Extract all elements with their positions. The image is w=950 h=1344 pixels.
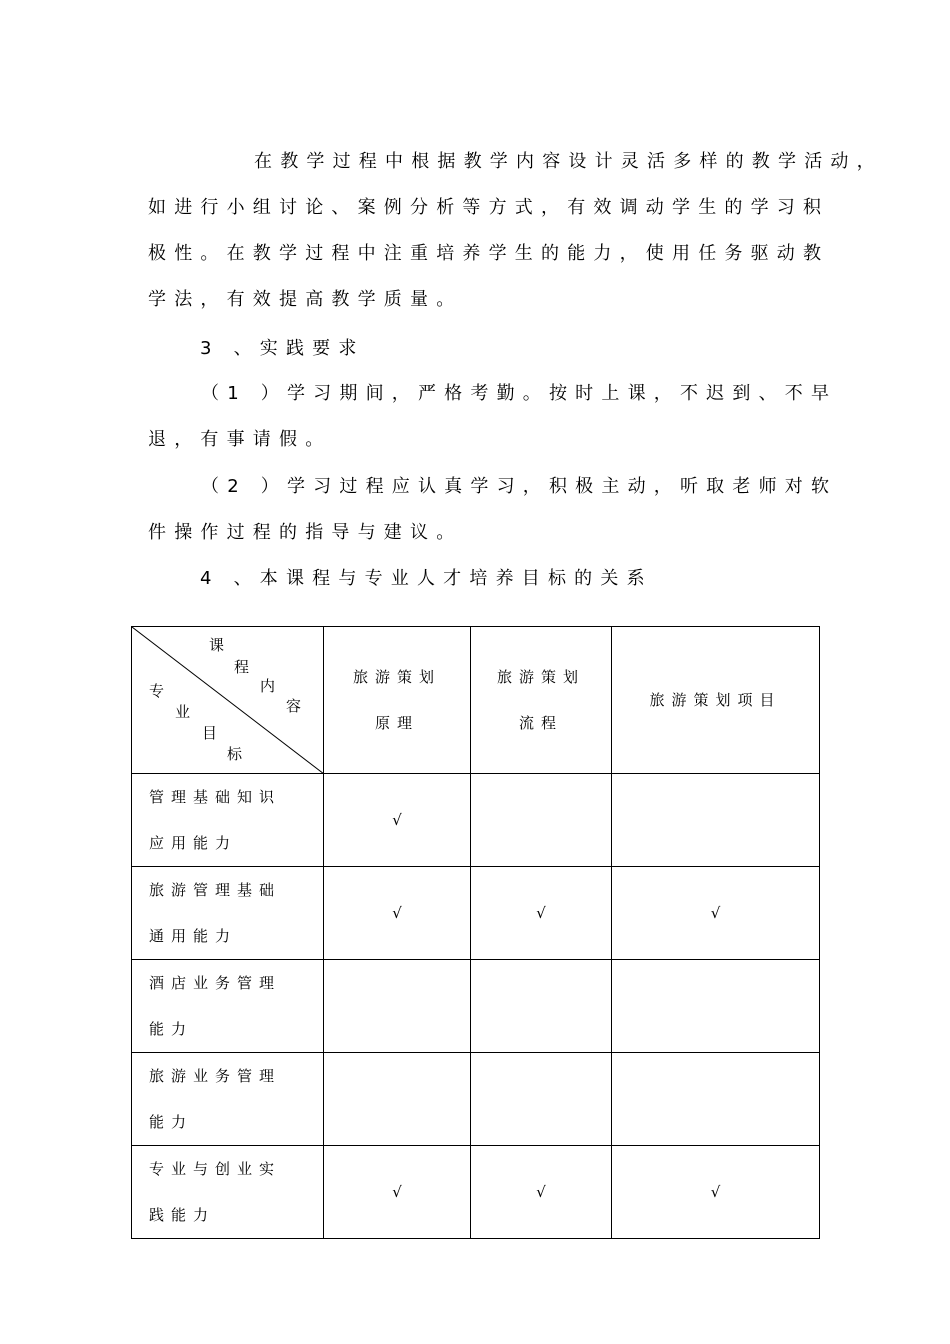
- requirement-item-1: [148, 371, 838, 463]
- row-label-line: 应用能力: [149, 834, 238, 852]
- check-mark: [612, 1053, 820, 1146]
- diagonal-corner-cell: [132, 627, 324, 774]
- check-mark: √: [612, 867, 820, 960]
- section-4-heading: 4 、本课程与专业人才培养目标的关系: [200, 568, 653, 589]
- table-header-row: [132, 627, 820, 774]
- corner-target-char: 目: [202, 724, 218, 742]
- row-label-line: 旅游管理基础: [149, 881, 282, 899]
- corner-course-char: 内: [260, 677, 276, 695]
- paragraph-line: 极性。在教学过程中注重培养学生的能力，使用任务驱动教: [148, 243, 830, 264]
- course-target-relation-table: [131, 626, 820, 1239]
- row-label: [132, 1146, 324, 1239]
- column-header: [612, 627, 820, 774]
- column-header-line: 旅游策划: [496, 668, 585, 686]
- check-mark: [324, 1053, 471, 1146]
- check-mark: √: [471, 1146, 612, 1239]
- table-row: [132, 1053, 820, 1146]
- check-mark: √: [324, 774, 471, 867]
- row-label-line: 旅游业务管理: [149, 1067, 282, 1085]
- table-row: [132, 960, 820, 1053]
- paragraph-line: 在教学过程中根据教学内容设计灵活多样的教学活动，: [254, 151, 883, 172]
- row-label-line: 酒店业务管理: [149, 974, 282, 992]
- table-row: [132, 1146, 820, 1239]
- row-label-line: 通用能力: [149, 927, 238, 945]
- check-mark: [324, 960, 471, 1053]
- corner-target-char: 标: [227, 745, 243, 763]
- table-row: [132, 867, 820, 960]
- row-label: [132, 774, 324, 867]
- row-label-line: 能力: [149, 1113, 194, 1131]
- row-label-line: 能力: [149, 1020, 194, 1038]
- paragraph-line: 退，有事请假。: [148, 429, 332, 450]
- check-mark: [471, 960, 612, 1053]
- check-mark: √: [612, 1146, 820, 1239]
- paragraph-teaching-methods: [148, 139, 883, 323]
- table-row: [132, 774, 820, 867]
- column-header: [471, 627, 612, 774]
- row-label-line: 管理基础知识: [149, 788, 282, 806]
- corner-course-char: 容: [286, 697, 302, 715]
- check-mark: [471, 1053, 612, 1146]
- row-label: [132, 867, 324, 960]
- paragraph-line: 学法，有效提高教学质量。: [148, 289, 463, 310]
- check-mark: √: [324, 1146, 471, 1239]
- row-label: [132, 960, 324, 1053]
- check-mark: √: [471, 867, 612, 960]
- requirement-item-2: [148, 464, 838, 556]
- row-label: [132, 1053, 324, 1146]
- section-3-heading: 3 、实践要求: [200, 338, 365, 359]
- check-mark: [471, 774, 612, 867]
- column-header-line: 旅游策划: [352, 668, 441, 686]
- column-header-line: 流程: [518, 714, 563, 732]
- column-header-line: 原理: [374, 714, 419, 732]
- row-label-line: 践能力: [149, 1206, 216, 1224]
- corner-target-char: 专: [149, 682, 165, 700]
- paragraph-line: （1 ）学习期间，严格考勤。按时上课，不迟到、不早: [201, 383, 838, 404]
- check-mark: √: [324, 867, 471, 960]
- check-mark: [612, 774, 820, 867]
- paragraph-line: 件操作过程的指导与建议。: [148, 522, 463, 543]
- corner-course-char: 课: [209, 636, 225, 654]
- paragraph-line: 如进行小组讨论、案例分析等方式，有效调动学生的学习积: [148, 197, 830, 218]
- check-mark: [612, 960, 820, 1053]
- corner-target-char: 业: [175, 703, 191, 721]
- corner-course-char: 程: [234, 658, 250, 676]
- row-label-line: 专业与创业实: [149, 1160, 282, 1178]
- column-header: [324, 627, 471, 774]
- paragraph-line: （2 ）学习过程应认真学习，积极主动，听取老师对软: [201, 476, 838, 497]
- column-header-line: 旅游策划项目: [649, 691, 782, 709]
